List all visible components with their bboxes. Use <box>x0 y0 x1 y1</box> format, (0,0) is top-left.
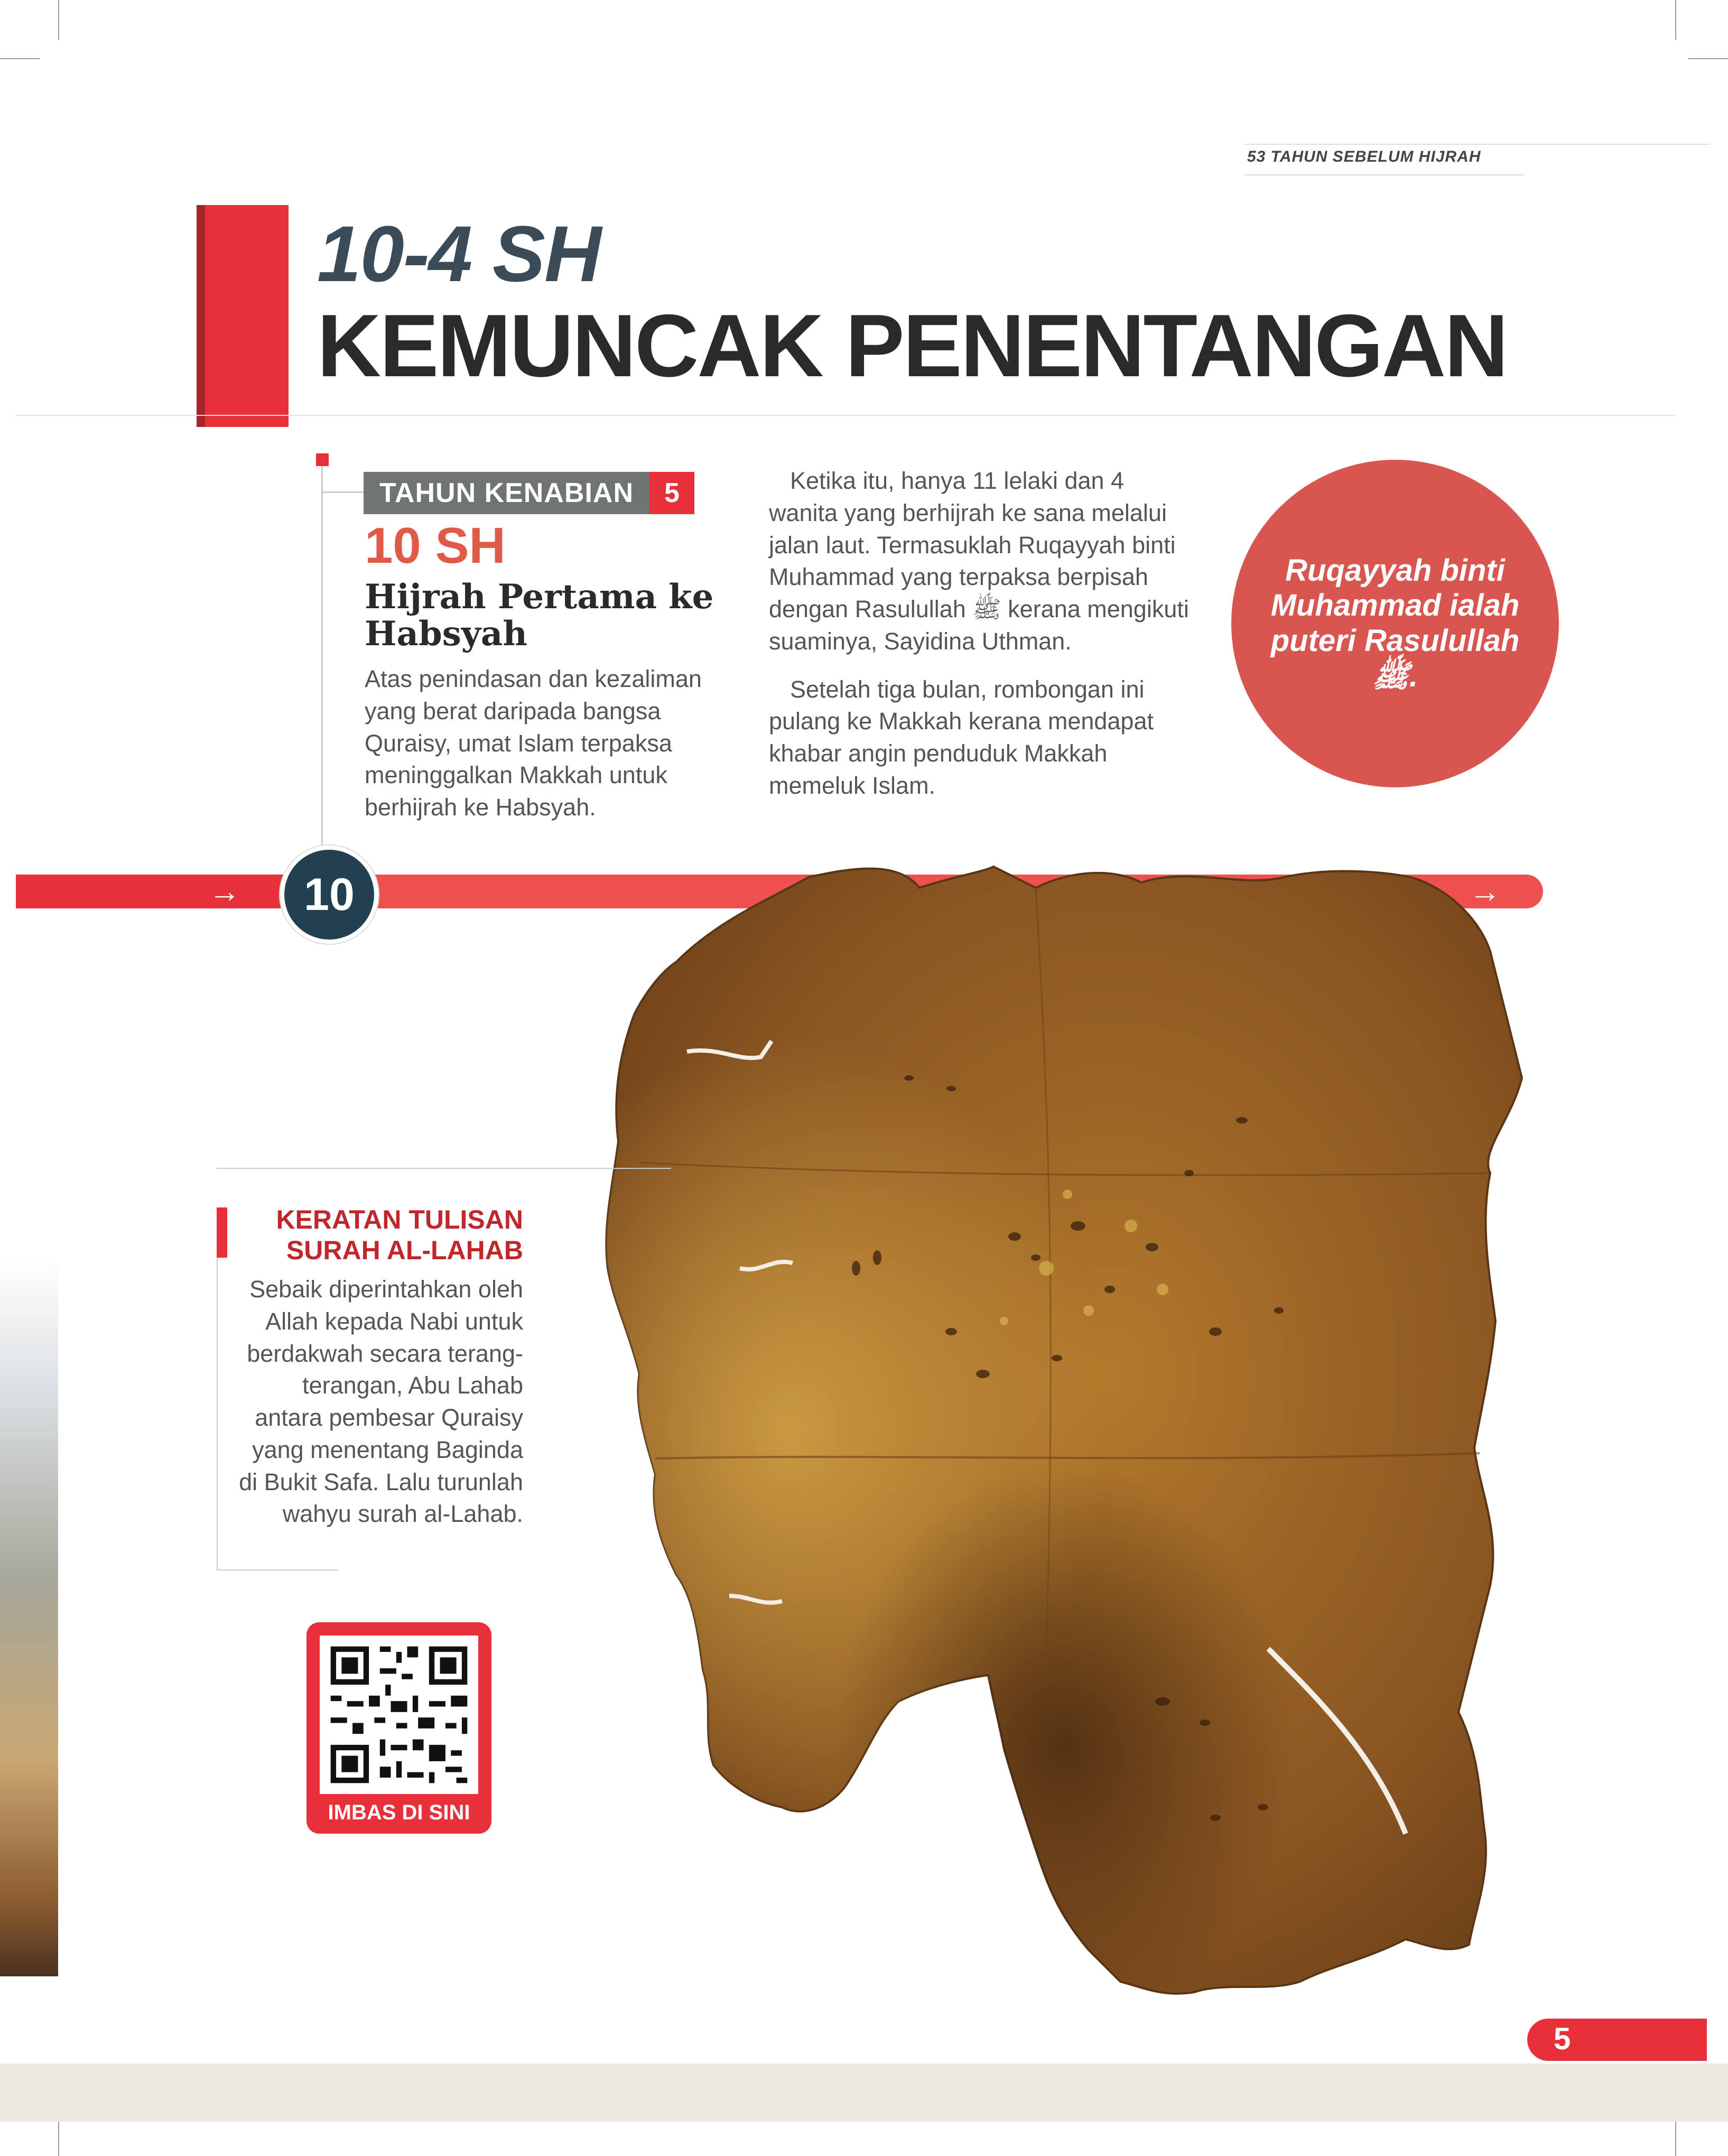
timeline-band-left <box>16 875 291 908</box>
footer-band <box>0 2064 1728 2122</box>
qr-label: IMBAS DI SINI <box>328 1801 470 1824</box>
timeline-connector <box>321 466 323 878</box>
crop-mark <box>58 0 59 40</box>
running-head-rule <box>1244 174 1525 175</box>
caption-divider <box>217 1569 338 1570</box>
caption-body: Sebaik diperintahkan oleh Allah kepada Nabi untuk berdakwah secara terang-terangan, Abu Lahab antara pembesar Quraisy yang menentang Baginda di Bukit Safa. Lalu turunlah wahyu surah al-Lahab. <box>239 1276 523 1528</box>
crop-mark <box>1688 58 1728 59</box>
arrow-right-icon: → <box>1469 873 1501 909</box>
body-paragraph-1: Ketika itu, hanya 11 lelaki dan 4 wanita yang berhijrah ke sana melalui jalan laut. Termasuklah Ruqayyah binti Muhammad yang terpaksa berpisah dengan Rasulullah ﷺ kerana mengikuti suaminya, Sayidina Uthman. <box>769 467 1189 655</box>
arrow-right-icon: → <box>209 873 240 909</box>
title-accent-shadow <box>197 205 205 427</box>
caption-accent-bar <box>217 1207 227 1258</box>
crop-mark <box>1675 2116 1676 2156</box>
title-accent-bar <box>205 205 289 427</box>
manuscript-image <box>581 856 1543 1997</box>
title-divider <box>16 415 1675 416</box>
section-heading: Hijrah Pertama ke Habsyah <box>365 577 714 654</box>
caption-rule <box>217 1258 218 1569</box>
crop-mark <box>0 58 40 59</box>
running-head-rule <box>1244 144 1710 145</box>
adjacent-page-photo <box>0 1258 58 1976</box>
timeline-connector <box>321 491 364 493</box>
section-marker <box>316 453 329 466</box>
callout-circle <box>1231 460 1559 787</box>
running-head: 53 TAHUN SEBELUM HIJRAH <box>1247 148 1481 165</box>
qr-code-icon <box>320 1635 478 1794</box>
page-number: 5 <box>1554 2022 1571 2056</box>
timeline-year-marker: 10 <box>280 845 378 944</box>
section-year: 10 SH <box>365 517 506 574</box>
crop-mark <box>58 2116 59 2156</box>
qr-code[interactable] <box>320 1635 478 1794</box>
caption-divider <box>217 1168 671 1169</box>
era-tag-number: 5 <box>649 472 694 514</box>
intro-paragraph: Atas penindasan dan kezaliman yang berat daripada bangsa Quraisy, umat Islam terpaksa meninggalkan Makkah untuk berhijrah ke Habsyah. <box>365 665 702 821</box>
section-body <box>769 465 1192 818</box>
callout-text: Ruqayyah binti Muhammad ialah puteri Rasulullah ﷺ. <box>1270 553 1520 693</box>
body-paragraph-2: Setelah tiga bulan, rombongan ini pulang ke Makkah kerana mendapat khabar angin penduduk Makkah memeluk Islam. <box>769 675 1154 799</box>
page-title: KEMUNCAK PENENTANGAN <box>317 296 1507 395</box>
caption-title: KERATAN TULISAN SURAH AL-LAHAB <box>276 1205 523 1265</box>
era-tag-label: TAHUN KENABIAN <box>364 472 649 514</box>
title-year-range: 10-4 SH <box>317 209 601 298</box>
section-intro <box>365 663 735 824</box>
era-tag <box>364 472 694 514</box>
crop-mark <box>1675 0 1676 40</box>
